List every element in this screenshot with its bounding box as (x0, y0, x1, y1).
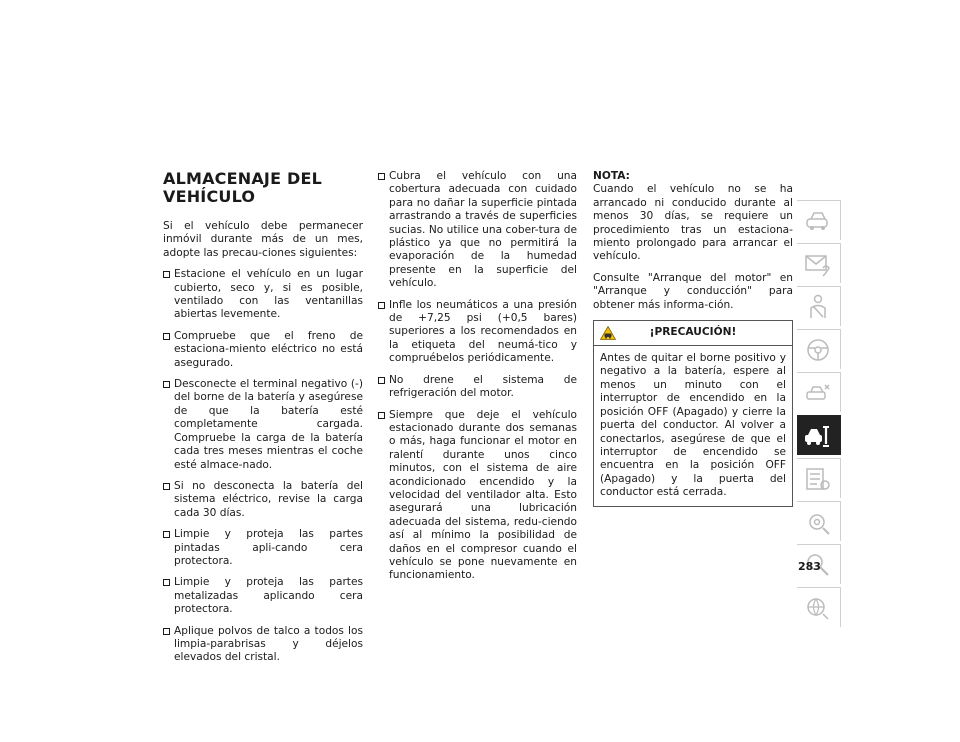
tab-driving[interactable] (797, 329, 841, 369)
tab-languages[interactable] (797, 587, 841, 627)
caution-header (594, 321, 792, 346)
square-bullet-icon (163, 271, 170, 278)
caution-box (593, 320, 793, 506)
section-title-line1: ALMACENAJE DEL (163, 169, 322, 188)
bullet-list-middle (378, 170, 577, 583)
list-item: No drene el sistema de refrigeración del motor. (378, 374, 577, 401)
note-text: Cuando el vehículo no se ha arrancado ni conducido durante al menos 30 días, se requiere un procedimiento tras un estaciona-miento prolongado para arrancar el vehículo. (593, 183, 793, 263)
list-item: Infle los neumáticos a una presión de +7,25 psi (+0,5 bares) superiores a los recomendados en la etiqueta del neumá-tico y compruébelos periódicamente. (378, 299, 577, 366)
list-item: Estacione el vehículo en un lugar cubierto, seco y, si es posible, ventilado con las ventanillas abiertas levemente. (163, 268, 363, 322)
tab-specifications[interactable] (797, 458, 841, 498)
steering-wheel-icon (803, 336, 833, 364)
column-middle (378, 170, 577, 591)
caution-title: ¡PRECAUCIÓN! (649, 326, 737, 339)
section-title-line2: VEHÍCULO (163, 187, 256, 206)
car-wrench-icon (803, 422, 833, 450)
list-item: Siempre que deje el vehículo estacionado durante dos semanas o más, haga funcionar el motor en ralentí durante unos cinco minutos, con el sistema de aire acondicionado encendido y la velocidad del ventilador alta. Esto asegurará una lubricación adecuada del sistema, redu-ciendo así al mínimo la posibilidad de daños en el compresor cuando el vehículo se pone nuevamente en funcionamiento. (378, 409, 577, 583)
list-item: Limpie y proteja las partes pintadas apli-cando cera protectora. (163, 528, 363, 568)
car-info-icon (803, 207, 833, 235)
tab-multimedia[interactable] (797, 501, 841, 541)
language-globe-icon (803, 594, 833, 622)
column-right (593, 170, 793, 507)
column-left (163, 170, 363, 673)
intro-paragraph: Si el vehículo debe permanecer inmóvil durante más de un mes, adopte las precau-ciones siguientes: (163, 220, 363, 259)
car-crash-icon (803, 379, 833, 407)
square-bullet-icon (163, 381, 170, 388)
tab-maintenance[interactable] (797, 415, 841, 455)
list-item: Compruebe que el freno de estaciona-miento eléctrico no está asegurado. (163, 330, 363, 370)
list-item: Desconecte el terminal negativo (-) del borne de la batería y asegúrese de que la batería esté completamente cargada. Compruebe la carga de la batería cada tres meses mientras el coche esté almace-nado. (163, 378, 363, 472)
square-bullet-icon (378, 302, 385, 309)
seatbelt-person-icon (803, 293, 833, 321)
tab-emergency[interactable] (797, 372, 841, 412)
bullet-list-left (163, 268, 363, 665)
list-item: Cubra el vehículo con una cobertura adecuada con cuidado para no dañar la superficie pintada arrastrando a través de superficies sucias. No utilice una cober-tura de plástico ya que no permitirá la evaporación de la humedad presente en la superficie del vehículo. (378, 170, 577, 291)
list-item: Limpie y proteja las partes metalizadas aplicando cera protectora. (163, 576, 363, 616)
square-bullet-icon (163, 579, 170, 586)
list-item: Aplique polvos de talco a todos los limpia-parabrisas y déjelos elevados del cristal. (163, 625, 363, 665)
envelope-heart-icon (803, 250, 833, 278)
square-bullet-icon (163, 628, 170, 635)
page-number: 283 (798, 560, 821, 573)
square-bullet-icon (378, 173, 385, 180)
caution-text: Antes de quitar el borne positivo y negativo a la batería, espere al menos un minuto con el interruptor de encendido en la posición OFF (Apagado) y cierre la puerta del conductor. Al volver a conectarlos, asegúrese de que el interruptor de encendido se encuentra en la posición OFF (Apagado) y la puerta del conductor está cerrada. (600, 352, 786, 499)
list-settings-icon (803, 465, 833, 493)
tab-messages[interactable] (797, 243, 841, 283)
note-label: NOTA: (593, 170, 630, 182)
square-bullet-icon (163, 531, 170, 538)
square-bullet-icon (163, 483, 170, 490)
tab-safety[interactable] (797, 286, 841, 326)
list-item: Si no desconecta la batería del sistema eléctrico, revise la carga cada 30 días. (163, 480, 363, 520)
gear-wrench-icon (803, 508, 833, 536)
tab-vehicle-info[interactable] (797, 200, 841, 240)
square-bullet-icon (378, 412, 385, 419)
note-reference: Consulte "Arranque del motor" en "Arranque y conducción" para obtener más informa-ción. (593, 271, 793, 311)
square-bullet-icon (378, 377, 385, 384)
square-bullet-icon (163, 333, 170, 340)
section-title (163, 170, 363, 206)
